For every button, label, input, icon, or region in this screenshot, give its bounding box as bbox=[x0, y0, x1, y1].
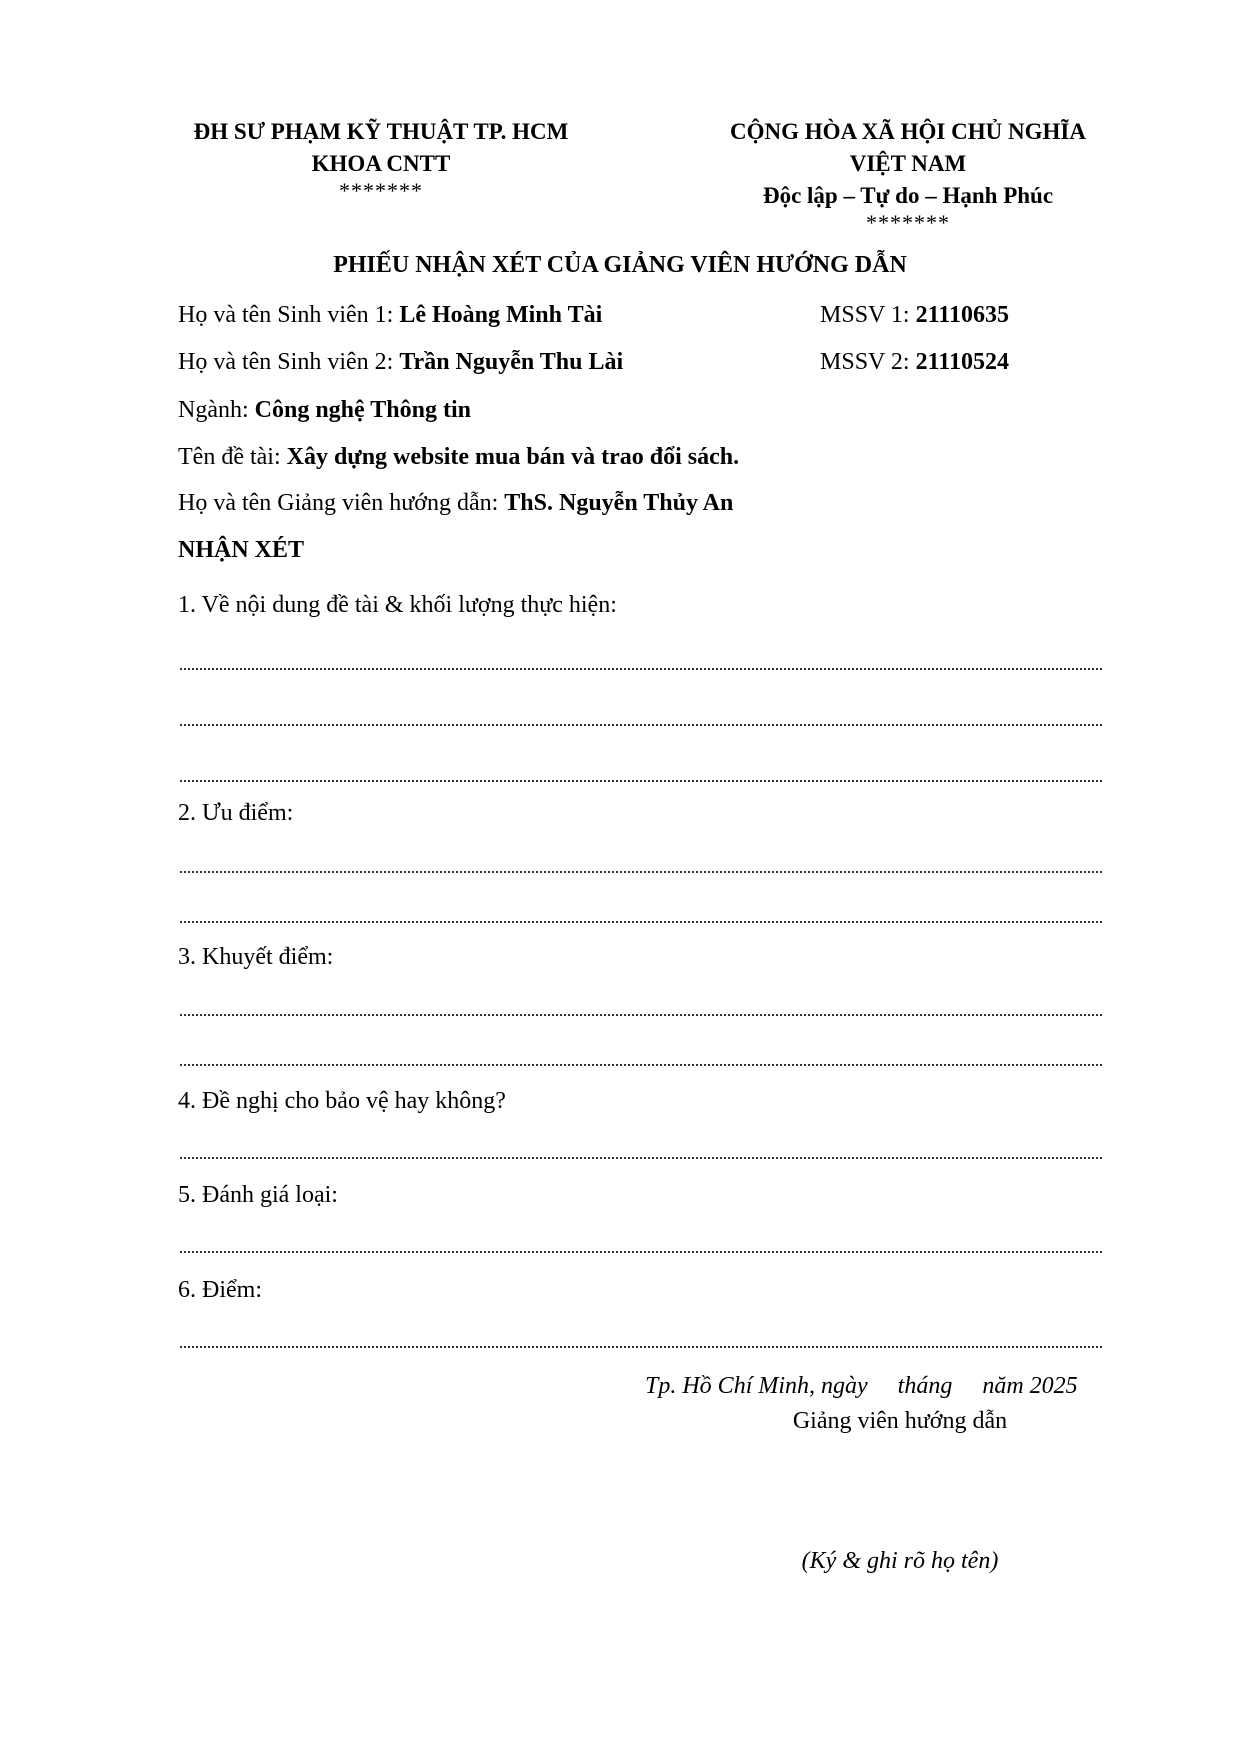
student1-row bbox=[178, 300, 602, 330]
left-header-stars: ******* bbox=[339, 178, 423, 203]
student2-name: Trần Nguyễn Thu Lài bbox=[399, 349, 624, 375]
answer-line-content-3[interactable] bbox=[180, 780, 1102, 782]
national-title-line2: VIỆT NAM bbox=[849, 151, 967, 176]
national-header bbox=[700, 116, 1116, 234]
mssv2-label: MSSV 2: bbox=[820, 349, 916, 375]
answer-line-content-2[interactable] bbox=[180, 724, 1102, 726]
answer-line-content-1[interactable] bbox=[180, 668, 1102, 670]
answer-line-weaknesses-2[interactable] bbox=[180, 1064, 1102, 1066]
topic-label: Tên đề tài: bbox=[178, 444, 287, 470]
answer-line-weaknesses-1[interactable] bbox=[180, 1014, 1102, 1016]
student1-name: Lê Hoàng Minh Tài bbox=[399, 302, 603, 328]
answer-line-strengths-2[interactable] bbox=[180, 921, 1102, 923]
major-row bbox=[178, 395, 471, 425]
topic-value: Xây dựng website mua bán và trao đổi sách. bbox=[286, 444, 740, 470]
answer-line-score[interactable] bbox=[180, 1346, 1102, 1348]
comments-heading: NHẬN XÉT bbox=[178, 537, 305, 563]
student2-row bbox=[178, 347, 623, 377]
student1-label: Họ và tên Sinh viên 1: bbox=[178, 302, 400, 328]
mssv1-row bbox=[820, 300, 1009, 330]
mssv1-label: MSSV 1: bbox=[820, 302, 916, 328]
topic-row bbox=[178, 442, 739, 472]
answer-line-defense[interactable] bbox=[180, 1157, 1102, 1159]
question-content: 1. Về nội dung đề tài & khối lượng thực hiện: bbox=[178, 592, 617, 618]
advisor-row bbox=[178, 488, 733, 518]
mssv1-value: 21110635 bbox=[915, 302, 1009, 328]
mssv2-value: 21110524 bbox=[915, 349, 1009, 375]
national-title-line1: CỘNG HÒA XÃ HỘI CHỦ NGHĨA bbox=[730, 119, 1086, 144]
major-value: Công nghệ Thông tin bbox=[254, 397, 471, 423]
national-motto: Độc lập – Tự do – Hạnh Phúc bbox=[762, 183, 1054, 208]
advisor-label: Họ và tên Giảng viên hướng dẫn: bbox=[178, 490, 505, 516]
advisor-value: ThS. Nguyễn Thủy An bbox=[504, 490, 734, 516]
signature-role: Giảng viên hướng dẫn bbox=[792, 1408, 1008, 1434]
question-score: 6. Điểm: bbox=[178, 1277, 262, 1303]
university-header bbox=[168, 116, 594, 202]
right-header-stars: ******* bbox=[866, 210, 950, 235]
signature-date-line: Tp. Hồ Chí Minh, ngày tháng năm 2025 bbox=[645, 1373, 1078, 1399]
university-name: ĐH SƯ PHẠM KỸ THUẬT TP. HCM bbox=[193, 119, 569, 144]
form-title: PHIẾU NHẬN XÉT CỦA GIẢNG VIÊN HƯỚNG DẪN bbox=[333, 252, 907, 278]
signature-note: (Ký & ghi rõ họ tên) bbox=[801, 1548, 999, 1574]
question-defense: 4. Đề nghị cho bảo vệ hay không? bbox=[178, 1088, 506, 1114]
student2-label: Họ và tên Sinh viên 2: bbox=[178, 349, 400, 375]
major-label: Ngành: bbox=[178, 397, 255, 423]
question-weaknesses: 3. Khuyết điểm: bbox=[178, 944, 334, 970]
question-rating: 5. Đánh giá loại: bbox=[178, 1182, 338, 1208]
answer-line-strengths-1[interactable] bbox=[180, 871, 1102, 873]
answer-line-rating[interactable] bbox=[180, 1251, 1102, 1253]
mssv2-row bbox=[820, 347, 1009, 377]
question-strengths: 2. Ưu điểm: bbox=[178, 800, 294, 826]
faculty-name: KHOA CNTT bbox=[311, 151, 451, 176]
